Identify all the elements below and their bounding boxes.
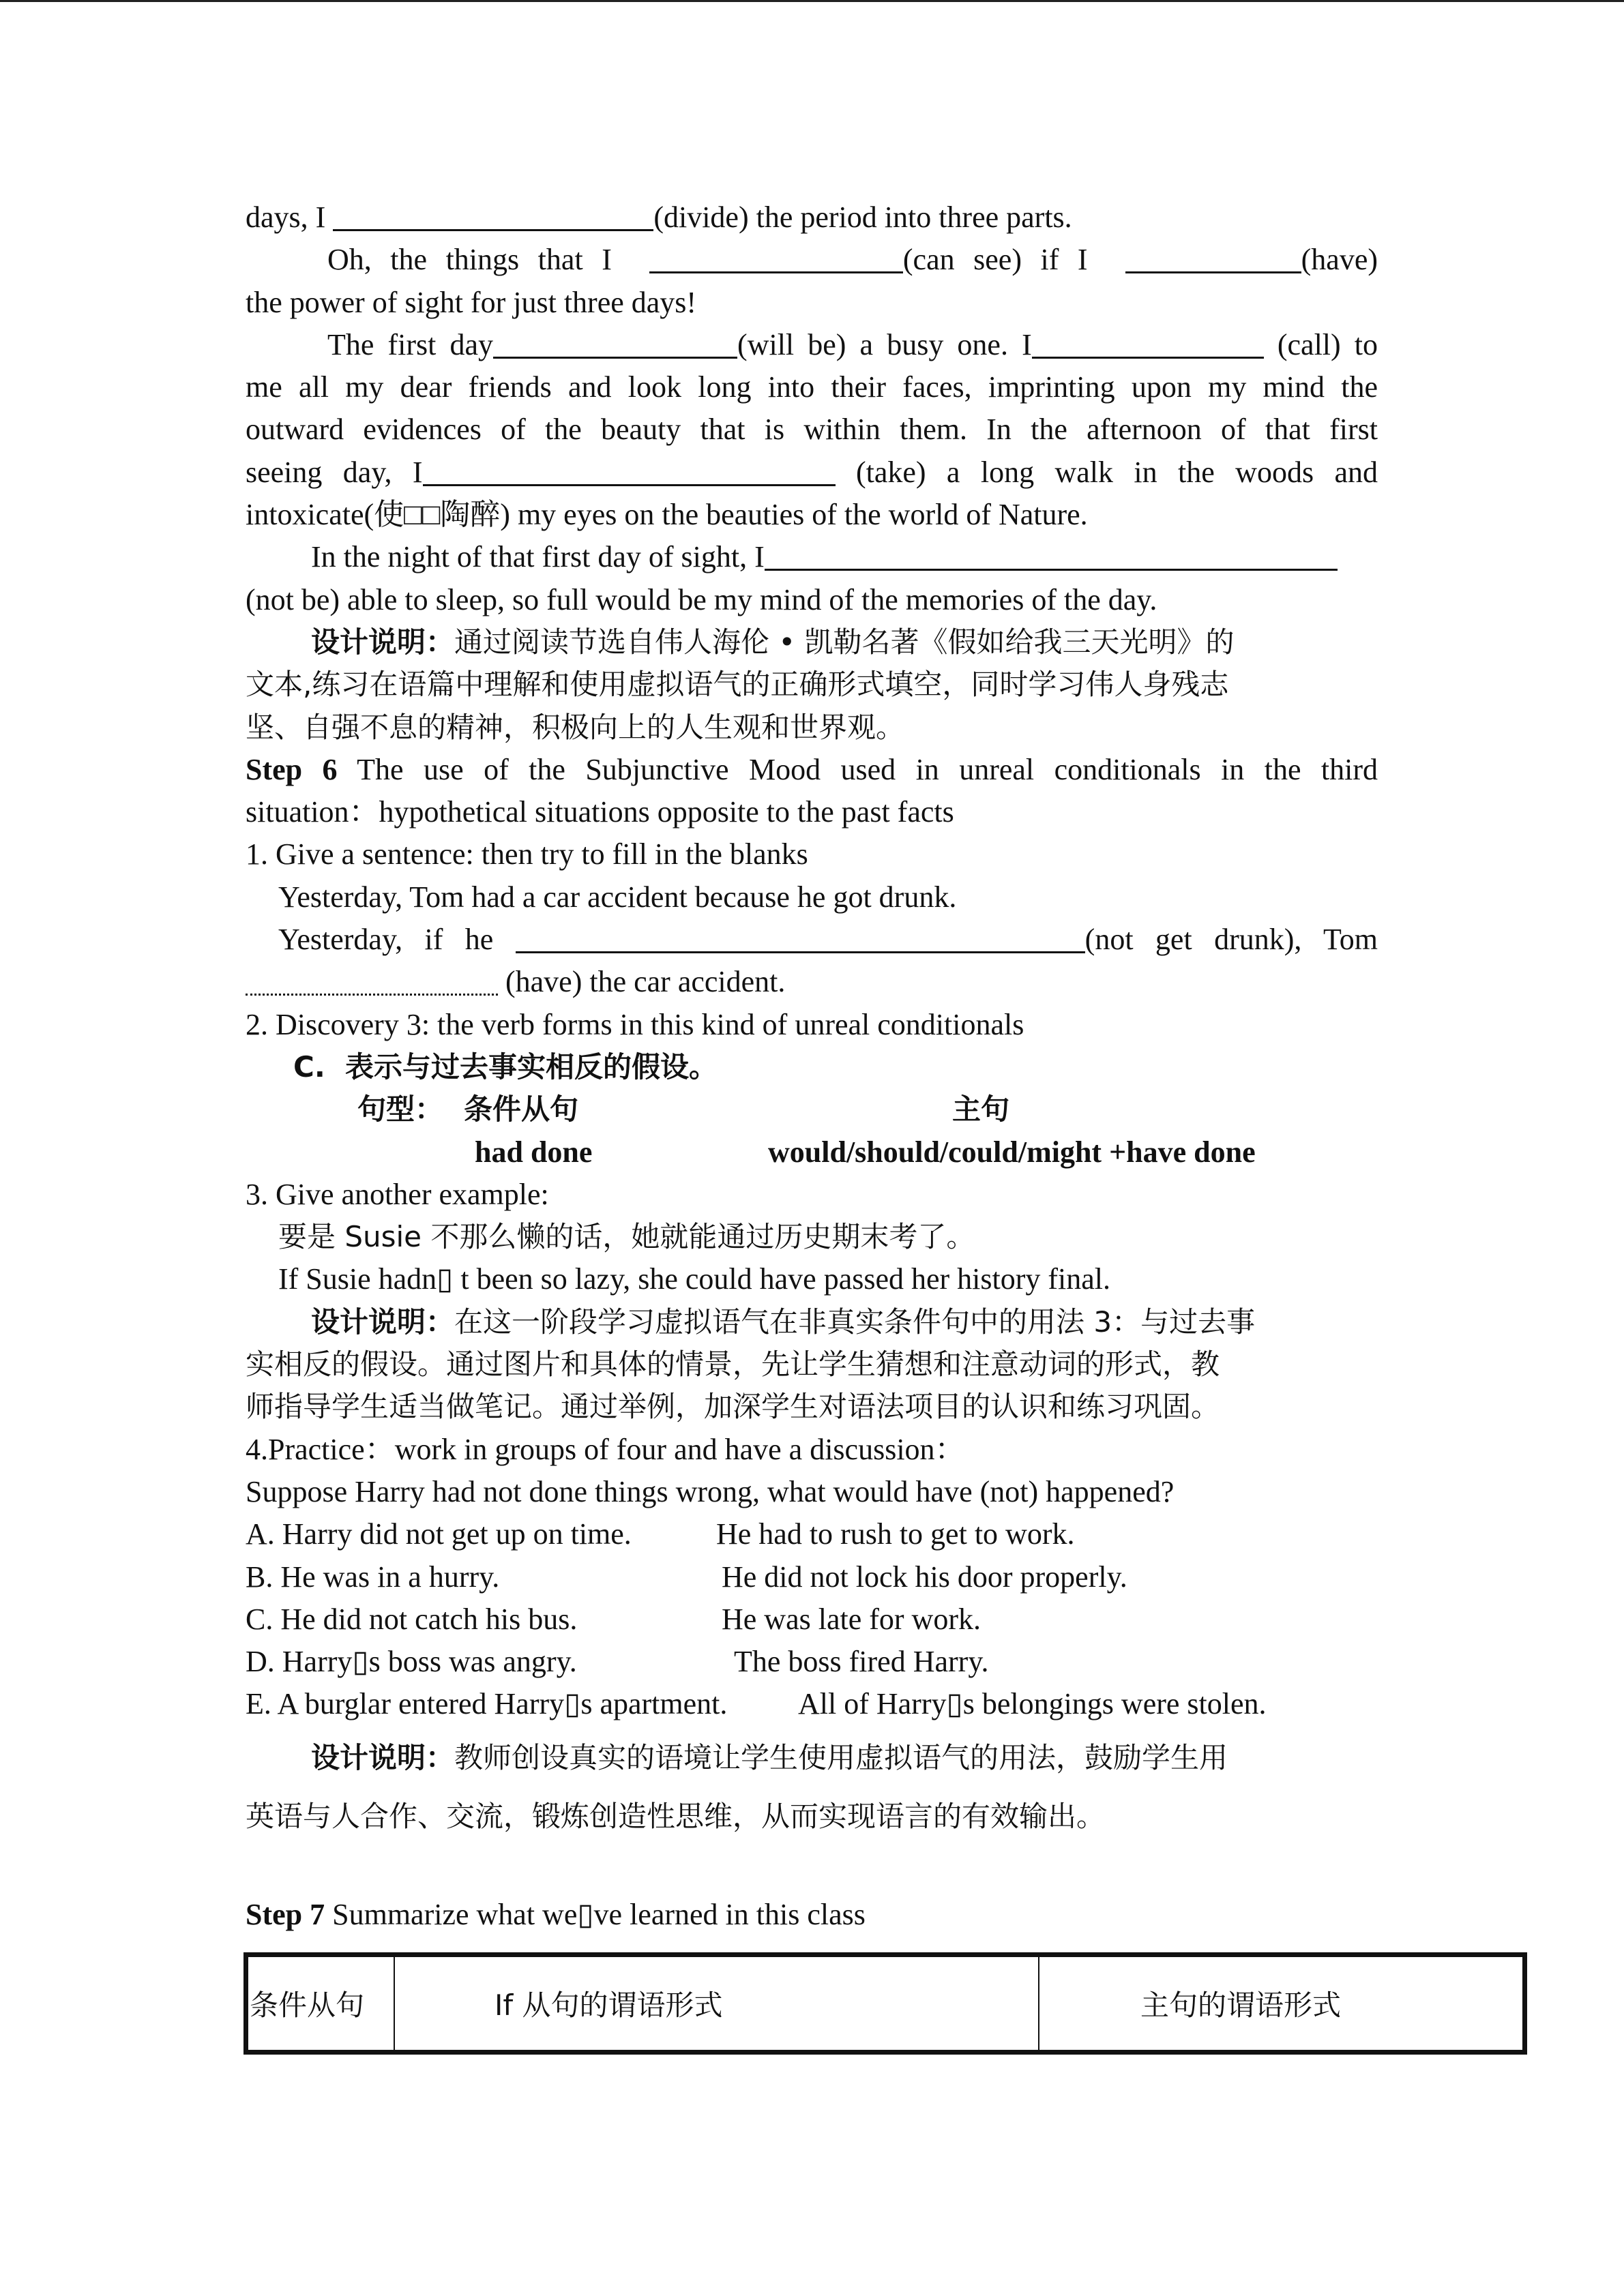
step-label: Step 7 xyxy=(246,1897,325,1931)
answer-blank[interactable] xyxy=(649,240,903,273)
main-clause-form: would/should/could/might +have done xyxy=(768,1135,1256,1169)
step6-fill-line-2: (have) the car accident. xyxy=(246,961,1378,1003)
table-row xyxy=(246,1955,1525,2053)
practice-question: Suppose Harry had not done things wrong, what would have (not) happened? xyxy=(246,1474,1175,1508)
note-label: 设计说明： xyxy=(311,1304,455,1339)
step-label: Step 6 xyxy=(246,752,338,786)
summary-table xyxy=(243,1952,1527,2055)
table-cell: 主句的谓语形式 xyxy=(1039,1955,1525,2053)
cn-example: 要是 Susie 不那么懒的话，她就能通过历史期末考了。 xyxy=(278,1220,975,1254)
answer-blank[interactable] xyxy=(493,325,737,359)
passage-line-5: me all my dear friends and look long into their faces, imprinting upon my mind the xyxy=(246,370,1378,404)
practice-row: B. He was in a hurry. He did not lock his door properly. xyxy=(246,1560,1127,1594)
pattern-row xyxy=(246,1088,1378,1131)
step6-heading: Step 6 The use of the Subjunctive Mood used in unreal conditionals in the third xyxy=(246,752,1378,786)
top-border-line xyxy=(0,0,1624,2)
step6-subheading: situation：hypothetical situations opposite to the past facts xyxy=(246,795,954,829)
passage-line-2: Oh, the things that I (can see) if I (have) xyxy=(246,239,1378,281)
design-note-3: 设计说明：教师创设真实的语境让学生使用虚拟语气的用法，鼓励学生用 英语与人合作、交流，锻炼创造性思维，从而实现语言的有效输出。 xyxy=(246,1740,1228,1833)
answer-blank[interactable] xyxy=(423,453,836,486)
passage-line-4: The first day (will be) a busy one. I (call) to xyxy=(246,324,1378,366)
step6-item-1: 1. Give a sentence: then try to fill in the blanks xyxy=(246,837,808,871)
condition-form: had done xyxy=(475,1135,593,1169)
answer-blank[interactable] xyxy=(333,198,653,231)
step6-item-3: 3. Give another example: xyxy=(246,1177,549,1211)
condition-label: 条件从句 xyxy=(464,1092,579,1127)
form-row xyxy=(246,1131,1378,1174)
step6-fill-line: Yesterday, if he (not get drunk), Tom xyxy=(246,919,1378,961)
table-cell: 条件从句 xyxy=(246,1955,395,2053)
passage-line-1: days, I (divide) the period into three parts. xyxy=(246,196,1378,239)
note-label: 设计说明： xyxy=(311,1740,455,1774)
passage-line-6: outward evidences of the beauty that is within them. In the afternoon of that first xyxy=(246,413,1378,447)
design-note-1: 设计说明：通过阅读节选自伟人海伦 • 凯勒名著《假如给我三天光明》的 文本,练习在语篇中理解和使用虚拟语气的正确形式填空，同时学习伟人身残志 坚、自强不息的精神，积极向上的人生观和世界观。 xyxy=(246,625,1235,744)
step6-item-2: 2. Discovery 3: the verb forms in this kind of unreal conditionals xyxy=(246,1007,1024,1041)
practice-row: C. He did not catch his bus. He was late for work. xyxy=(246,1602,981,1636)
passage-line-9: In the night of that first day of sight, I xyxy=(246,536,1378,578)
answer-blank[interactable] xyxy=(1032,325,1264,359)
design-note-2: 设计说明：在这一阶段学习虚拟语气在非真实条件句中的用法 3：与过去事 实相反的假设。通过图片和具体的情景，先让学生猜想和注意动词的形式，教 师指导学生适当做笔记。通过举例，加深学生对语法项目的认识和练习巩固。 xyxy=(246,1304,1256,1424)
passage-line-10: (not be) able to sleep, so full would be my mind of the memories of the day. xyxy=(246,582,1157,616)
practice-row: E. A burglar entered Harry▯s apartment. All of Harry▯s belongings were stolen. xyxy=(246,1687,1267,1721)
practice-row: A. Harry did not get up on time. He had to rush to get to work. xyxy=(246,1517,1075,1551)
passage-line-7: seeing day, I (take) a long walk in the woods and xyxy=(246,451,1378,494)
main-clause-label: 主句 xyxy=(952,1092,1010,1127)
en-example: If Susie hadn▯ t been so lazy, she could have passed her history final. xyxy=(278,1262,1111,1296)
table-cell: If 从句的谓语形式 xyxy=(394,1955,1039,2053)
step6-example-sentence: Yesterday, Tom had a car accident because he got drunk. xyxy=(278,880,957,914)
note-label: 设计说明： xyxy=(311,625,455,659)
answer-blank[interactable] xyxy=(516,920,1085,953)
passage-line-8: intoxicate(使□□陶醉) my eyes on the beauties of the world of Nature. xyxy=(246,498,1088,532)
document-page xyxy=(246,196,1378,1936)
passage-line-3: the power of sight for just three days! xyxy=(246,285,697,319)
answer-blank[interactable] xyxy=(246,962,498,996)
c-heading: C. 表示与过去事实相反的假设。 xyxy=(293,1049,718,1084)
practice-heading: 4.Practice：work in groups of four and have a discussion： xyxy=(246,1432,965,1466)
practice-row: D. Harry▯s boss was angry. The boss fired Harry. xyxy=(246,1645,989,1679)
pattern-label: 句型： xyxy=(357,1092,444,1127)
step7-heading: Step 7 Summarize what we▯ve learned in this class xyxy=(246,1897,866,1931)
answer-blank[interactable] xyxy=(765,537,1338,571)
answer-blank[interactable] xyxy=(1125,240,1301,273)
